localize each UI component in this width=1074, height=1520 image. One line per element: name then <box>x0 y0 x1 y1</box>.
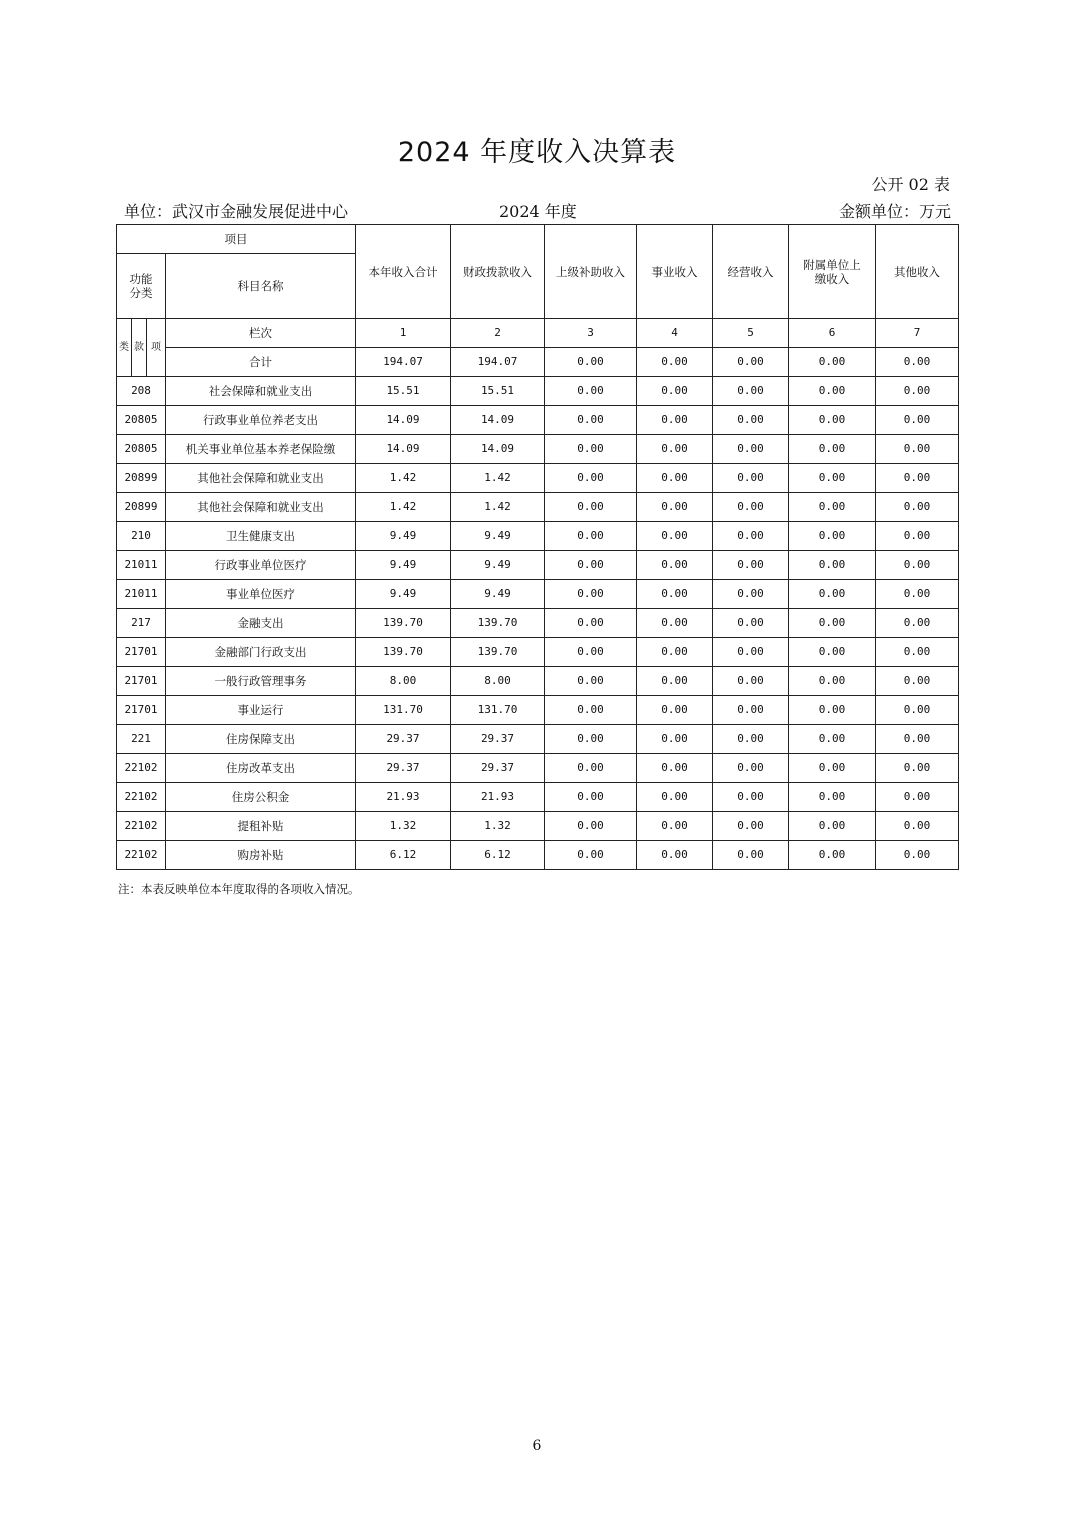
page-title: 2024 年度收入决算表 <box>397 137 677 168</box>
amount-cell: 6.12 <box>356 841 451 870</box>
amount-cell: 0.00 <box>789 754 876 783</box>
amount-cell: 0.00 <box>713 522 789 551</box>
amount-cell: 0.00 <box>545 435 637 464</box>
subject-code: 208 <box>117 377 166 406</box>
amount-cell: 0.00 <box>637 435 713 464</box>
total-value: 0.00 <box>789 348 876 377</box>
amount-cell: 1.32 <box>356 812 451 841</box>
amount-cell: 0.00 <box>713 725 789 754</box>
subject-name: 卫生健康支出 <box>166 522 356 551</box>
amount-cell: 0.00 <box>637 406 713 435</box>
amount-cell: 0.00 <box>876 812 959 841</box>
column-number-row <box>117 319 959 348</box>
subject-name: 提租补贴 <box>166 812 356 841</box>
amount-cell: 0.00 <box>789 377 876 406</box>
amount-cell: 1.42 <box>451 493 545 522</box>
amount-cell: 8.00 <box>451 667 545 696</box>
table-row <box>117 754 959 783</box>
amount-cell: 9.49 <box>451 551 545 580</box>
amount-cell: 9.49 <box>356 580 451 609</box>
amount-cell: 0.00 <box>713 841 789 870</box>
header-total-income: 本年收入合计 <box>356 225 451 319</box>
amount-cell: 14.09 <box>451 406 545 435</box>
amount-cell: 139.70 <box>356 609 451 638</box>
amount-cell: 0.00 <box>789 638 876 667</box>
amount-cell: 0.00 <box>545 725 637 754</box>
amount-cell: 0.00 <box>713 493 789 522</box>
table-row <box>117 609 959 638</box>
amount-cell: 0.00 <box>637 638 713 667</box>
table-row <box>117 783 959 812</box>
header-func-class-line2: 分类 <box>129 286 153 300</box>
amount-cell: 0.00 <box>545 812 637 841</box>
amount-cell: 15.51 <box>356 377 451 406</box>
amount-cell: 0.00 <box>637 783 713 812</box>
amount-cell: 0.00 <box>545 754 637 783</box>
amount-cell: 1.42 <box>356 493 451 522</box>
subject-name: 社会保障和就业支出 <box>166 377 356 406</box>
form-number: 公开 02 表 <box>871 175 950 194</box>
amount-cell: 0.00 <box>545 580 637 609</box>
amount-cell: 14.09 <box>356 406 451 435</box>
header-kuan: 款 <box>132 319 147 377</box>
subject-name: 行政事业单位养老支出 <box>166 406 356 435</box>
amount-cell: 0.00 <box>876 522 959 551</box>
header-func-class <box>117 254 166 319</box>
amount-cell: 1.32 <box>451 812 545 841</box>
amount-cell: 0.00 <box>876 725 959 754</box>
amount-cell: 0.00 <box>876 638 959 667</box>
subject-code: 21011 <box>117 580 166 609</box>
subject-name: 其他社会保障和就业支出 <box>166 493 356 522</box>
amount-cell: 9.49 <box>451 580 545 609</box>
table-row <box>117 551 959 580</box>
subject-code: 21011 <box>117 551 166 580</box>
total-row <box>117 348 959 377</box>
table-row <box>117 435 959 464</box>
subject-name: 其他社会保障和就业支出 <box>166 464 356 493</box>
amount-cell: 0.00 <box>545 696 637 725</box>
amount-cell: 8.00 <box>356 667 451 696</box>
amount-cell: 0.00 <box>637 812 713 841</box>
amount-cell: 29.37 <box>356 754 451 783</box>
table-row <box>117 406 959 435</box>
amount-cell: 0.00 <box>713 812 789 841</box>
subject-code: 217 <box>117 609 166 638</box>
amount-cell: 0.00 <box>545 377 637 406</box>
amount-cell: 0.00 <box>545 667 637 696</box>
subject-code: 22102 <box>117 754 166 783</box>
header-business-income: 事业收入 <box>637 225 713 319</box>
column-number: 1 <box>356 319 451 348</box>
amount-cell: 0.00 <box>545 464 637 493</box>
column-number: 6 <box>789 319 876 348</box>
amount-cell: 131.70 <box>451 696 545 725</box>
amount-cell: 0.00 <box>876 841 959 870</box>
header-fiscal-income: 财政拨款收入 <box>451 225 545 319</box>
amount-cell: 29.37 <box>451 754 545 783</box>
subject-code: 22102 <box>117 812 166 841</box>
amount-cell: 0.00 <box>713 667 789 696</box>
amount-cell: 139.70 <box>356 638 451 667</box>
subject-name: 金融部门行政支出 <box>166 638 356 667</box>
amount-cell: 0.00 <box>789 667 876 696</box>
amount-cell: 0.00 <box>713 696 789 725</box>
amount-cell: 21.93 <box>356 783 451 812</box>
amount-cell: 0.00 <box>713 638 789 667</box>
table-row <box>117 522 959 551</box>
amount-cell: 0.00 <box>713 580 789 609</box>
amount-cell: 0.00 <box>637 522 713 551</box>
income-table <box>116 224 959 870</box>
subject-name: 一般行政管理事务 <box>166 667 356 696</box>
subject-code: 21701 <box>117 638 166 667</box>
total-value: 0.00 <box>713 348 789 377</box>
column-number: 2 <box>451 319 545 348</box>
amount-cell: 0.00 <box>789 406 876 435</box>
amount-cell: 0.00 <box>713 464 789 493</box>
amount-cell: 0.00 <box>789 580 876 609</box>
amount-cell: 0.00 <box>789 551 876 580</box>
amount-cell: 139.70 <box>451 609 545 638</box>
amount-cell: 0.00 <box>789 696 876 725</box>
amount-cell: 0.00 <box>545 841 637 870</box>
subject-code: 22102 <box>117 841 166 870</box>
subject-code: 20899 <box>117 493 166 522</box>
amount-cell: 0.00 <box>713 551 789 580</box>
amount-cell: 0.00 <box>789 493 876 522</box>
amount-cell: 0.00 <box>876 754 959 783</box>
subject-name: 金融支出 <box>166 609 356 638</box>
amount-cell: 15.51 <box>451 377 545 406</box>
amount-cell: 0.00 <box>637 725 713 754</box>
amount-cell: 0.00 <box>876 783 959 812</box>
table-row <box>117 580 959 609</box>
column-number: 5 <box>713 319 789 348</box>
amount-cell: 0.00 <box>876 377 959 406</box>
total-value: 0.00 <box>637 348 713 377</box>
amount-cell: 9.49 <box>451 522 545 551</box>
amount-cell: 0.00 <box>876 696 959 725</box>
amount-cell: 14.09 <box>451 435 545 464</box>
total-value: 0.00 <box>545 348 637 377</box>
table-row <box>117 667 959 696</box>
subject-name: 行政事业单位医疗 <box>166 551 356 580</box>
amount-cell: 0.00 <box>545 783 637 812</box>
subject-code: 20899 <box>117 464 166 493</box>
table-row <box>117 638 959 667</box>
header-func-class-line1: 功能 <box>129 272 153 286</box>
amount-cell: 0.00 <box>637 841 713 870</box>
header-item: 项目 <box>117 225 356 254</box>
subject-name: 机关事业单位基本养老保险缴 <box>166 435 356 464</box>
header-row-item <box>117 225 959 254</box>
amount-unit-label: 金额单位：万元 <box>838 202 951 221</box>
amount-cell: 0.00 <box>637 580 713 609</box>
amount-cell: 9.49 <box>356 522 451 551</box>
amount-cell: 0.00 <box>545 522 637 551</box>
amount-cell: 0.00 <box>637 754 713 783</box>
amount-cell: 0.00 <box>789 841 876 870</box>
amount-cell: 0.00 <box>876 551 959 580</box>
amount-cell: 0.00 <box>713 783 789 812</box>
amount-cell: 14.09 <box>356 435 451 464</box>
amount-cell: 0.00 <box>789 609 876 638</box>
amount-cell: 0.00 <box>789 464 876 493</box>
header-xiang: 项 <box>147 319 166 377</box>
header-other-income: 其他收入 <box>876 225 959 319</box>
table-row <box>117 812 959 841</box>
total-value: 194.07 <box>451 348 545 377</box>
header-subject-name: 科目名称 <box>166 254 356 319</box>
column-number-label: 栏次 <box>166 319 356 348</box>
amount-cell: 0.00 <box>637 493 713 522</box>
amount-cell: 0.00 <box>789 435 876 464</box>
total-label: 合计 <box>166 348 356 377</box>
amount-cell: 0.00 <box>545 493 637 522</box>
year-label: 2024 年度 <box>499 202 577 221</box>
table-note: 注：本表反映单位本年度取得的各项收入情况。 <box>118 882 360 896</box>
subject-code: 20805 <box>117 406 166 435</box>
amount-cell: 29.37 <box>356 725 451 754</box>
amount-cell: 29.37 <box>451 725 545 754</box>
amount-cell: 0.00 <box>545 638 637 667</box>
amount-cell: 0.00 <box>637 667 713 696</box>
amount-cell: 0.00 <box>713 377 789 406</box>
amount-cell: 0.00 <box>789 725 876 754</box>
amount-cell: 0.00 <box>713 435 789 464</box>
subject-name: 住房公积金 <box>166 783 356 812</box>
amount-cell: 0.00 <box>876 406 959 435</box>
unit-label: 单位：武汉市金融发展促进中心 <box>124 202 349 221</box>
header-lei: 类 <box>117 319 132 377</box>
amount-cell: 0.00 <box>637 609 713 638</box>
amount-cell: 0.00 <box>713 754 789 783</box>
amount-cell: 1.42 <box>451 464 545 493</box>
column-number: 4 <box>637 319 713 348</box>
header-affiliated-line2: 缴收入 <box>814 271 850 286</box>
subject-code: 210 <box>117 522 166 551</box>
subject-name: 住房改革支出 <box>166 754 356 783</box>
amount-cell: 0.00 <box>545 551 637 580</box>
amount-cell: 0.00 <box>713 406 789 435</box>
subject-code: 21701 <box>117 667 166 696</box>
amount-cell: 0.00 <box>876 464 959 493</box>
amount-cell: 0.00 <box>789 522 876 551</box>
subject-name: 事业运行 <box>166 696 356 725</box>
table-row <box>117 696 959 725</box>
subject-code: 20805 <box>117 435 166 464</box>
total-value: 0.00 <box>876 348 959 377</box>
amount-cell: 0.00 <box>713 609 789 638</box>
amount-cell: 1.42 <box>356 464 451 493</box>
header-superior-income: 上级补助收入 <box>545 225 637 319</box>
amount-cell: 0.00 <box>637 696 713 725</box>
subject-name: 购房补贴 <box>166 841 356 870</box>
unit-info-row <box>124 199 951 221</box>
amount-cell: 0.00 <box>876 493 959 522</box>
amount-cell: 0.00 <box>789 812 876 841</box>
total-value: 194.07 <box>356 348 451 377</box>
subject-name: 事业单位医疗 <box>166 580 356 609</box>
subject-code: 21701 <box>117 696 166 725</box>
subject-code: 22102 <box>117 783 166 812</box>
amount-cell: 139.70 <box>451 638 545 667</box>
page-number: 6 <box>532 1438 542 1454</box>
amount-cell: 0.00 <box>876 667 959 696</box>
header-operating-income: 经营收入 <box>713 225 789 319</box>
amount-cell: 131.70 <box>356 696 451 725</box>
table-row <box>117 725 959 754</box>
amount-cell: 6.12 <box>451 841 545 870</box>
subject-code: 221 <box>117 725 166 754</box>
table-row <box>117 377 959 406</box>
amount-cell: 21.93 <box>451 783 545 812</box>
subject-name: 住房保障支出 <box>166 725 356 754</box>
table-row <box>117 493 959 522</box>
amount-cell: 0.00 <box>545 406 637 435</box>
header-affiliated-line1: 附属单位上 <box>803 257 861 272</box>
column-number: 3 <box>545 319 637 348</box>
amount-cell: 0.00 <box>637 464 713 493</box>
amount-cell: 0.00 <box>876 435 959 464</box>
table-row <box>117 464 959 493</box>
amount-cell: 0.00 <box>789 783 876 812</box>
amount-cell: 9.49 <box>356 551 451 580</box>
amount-cell: 0.00 <box>545 609 637 638</box>
amount-cell: 0.00 <box>876 580 959 609</box>
amount-cell: 0.00 <box>637 377 713 406</box>
amount-cell: 0.00 <box>876 609 959 638</box>
table-row <box>117 841 959 870</box>
header-affiliated-income <box>789 225 876 319</box>
column-number: 7 <box>876 319 959 348</box>
amount-cell: 0.00 <box>637 551 713 580</box>
